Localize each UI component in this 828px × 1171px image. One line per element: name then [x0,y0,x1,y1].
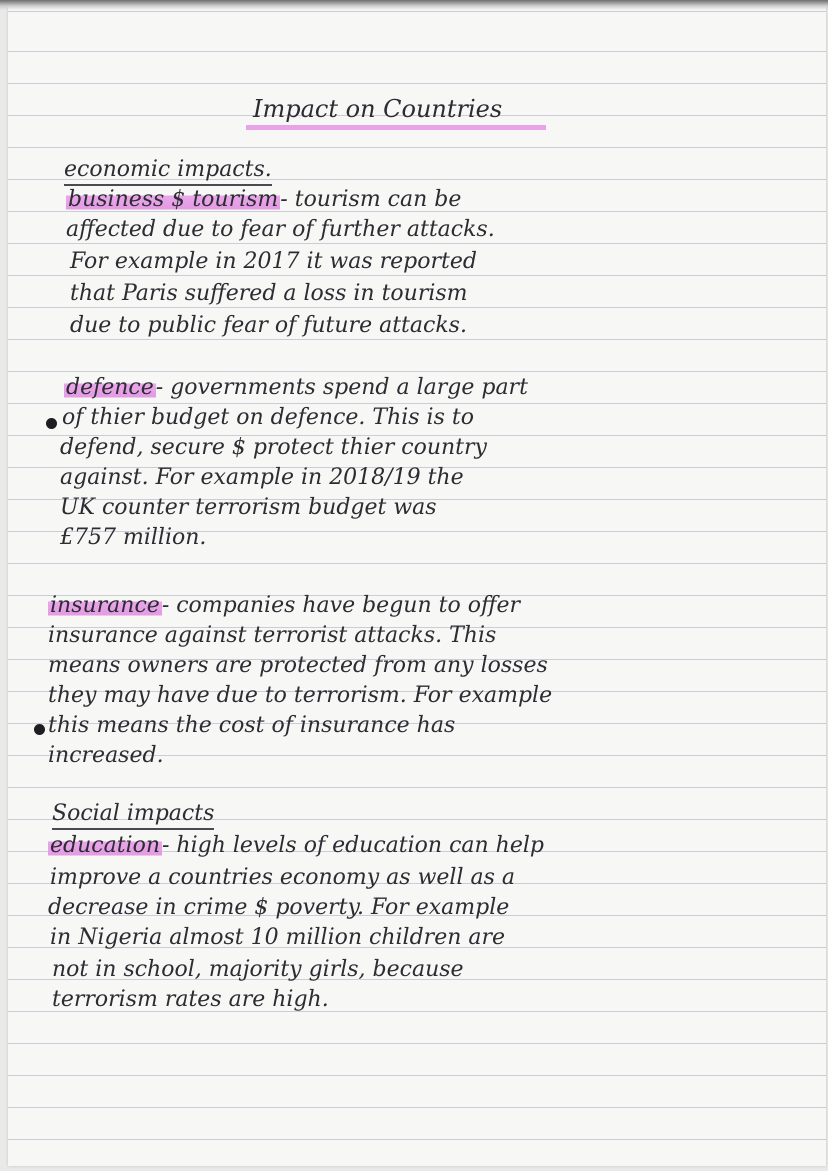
education-line-4: in Nigeria almost 10 million children are [50,925,506,950]
defence-label: defence [66,375,154,400]
defence-line-3: defend, secure $ protect thier country [60,435,487,460]
insurance-line-1: insurance- companies have begun to offer [50,593,521,618]
insurance-line-2: insurance against terrorist attacks. This [48,623,497,648]
page-title: Impact on Countries [253,95,503,123]
business-line-4: that Paris suffered a loss in tourism [70,281,468,306]
business-line-3: For example in 2017 it was reported [70,249,477,274]
business-line-5: due to public fear of future attacks. [70,313,467,338]
bullet-dot [46,418,57,429]
insurance-line-6: increased. [48,743,164,768]
education-line-3: decrease in crime $ poverty. For example [48,895,510,920]
education-label: education [50,833,160,858]
top-edge-shadow [0,0,828,10]
education-line-1: education- high levels of education can help [50,833,544,858]
defence-line-6: £757 million. [60,525,207,550]
defence-line-4: against. For example in 2018/19 the [60,465,464,490]
title-highlight [246,125,546,130]
defence-line-1: defence- governments spend a large part [66,375,528,400]
business-line-1: business $ tourism- tourism can be [68,187,462,212]
economic-heading: economic impacts. [64,156,272,186]
education-line-6: terrorism rates are high. [52,987,329,1012]
education-line-5: not in school, majority girls, because [52,957,464,982]
insurance-line-3: means owners are protected from any losses [48,653,548,678]
insurance-line-5: this means the cost of insurance has [48,713,456,738]
education-line-2: improve a countries economy as well as a [50,865,516,890]
notebook-page [8,6,826,1166]
social-heading: Social impacts [52,800,214,830]
business-label: business $ tourism [68,187,279,212]
bullet-dot [34,724,45,735]
business-line-2: affected due to fear of further attacks. [66,217,495,242]
defence-line-5: UK counter terrorism budget was [60,495,437,520]
insurance-label: insurance [50,593,160,618]
defence-line-2: of thier budget on defence. This is to [62,405,474,430]
insurance-line-4: they may have due to terrorism. For example [48,683,553,708]
